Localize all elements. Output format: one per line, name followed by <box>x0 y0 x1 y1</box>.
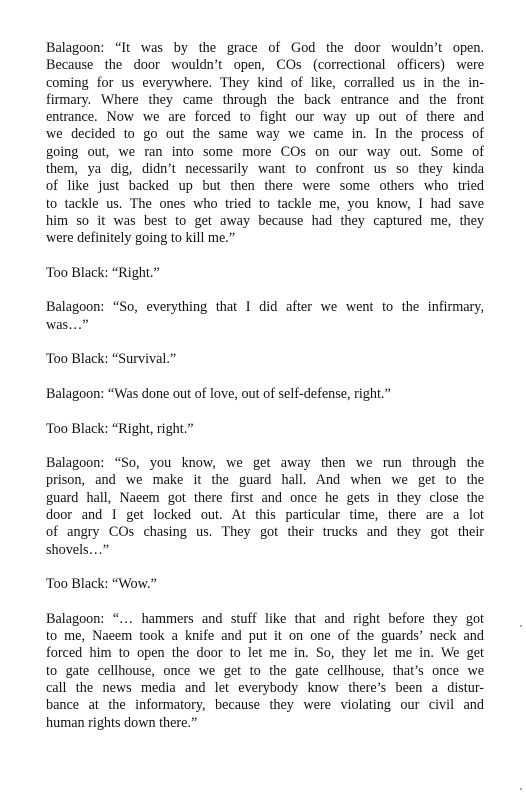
transcript-paragraph <box>46 351 484 368</box>
transcript-paragraph <box>46 265 484 282</box>
text-line: firmary. Where they came through the back entrance and the front <box>46 91 484 108</box>
transcript-paragraph <box>46 611 484 732</box>
text-line: Too Black: “Survival.” <box>46 351 177 368</box>
text-line: coming for us everywhere. They kind of like, corralled us in the in- <box>46 74 484 91</box>
text-line: Balagoon: “It was by the grace of God the door wouldn’t open. <box>46 40 484 56</box>
text-line: door and I get locked out. At this particular time, there are a lot <box>46 507 484 524</box>
text-line: to tackle us. The ones who tried to tackle me, you know, I had save <box>46 195 484 212</box>
text-line: Too Black: “Right.” <box>46 264 160 281</box>
transcript-paragraph <box>46 40 484 248</box>
text-line: to gate cellhouse, once we get to the gate cellhouse, that’s once we <box>46 662 484 679</box>
text-line: guard hall, Naeem got there first and once he gets in they close the <box>46 489 484 506</box>
text-line: Balagoon: “So, you know, we get away then we run through the <box>46 455 484 472</box>
text-line: Balagoon: “So, everything that I did after we went to the infirmary, <box>46 299 484 316</box>
text-line: to me, Naeem took a knife and put it on one of the guards’ neck and <box>46 628 484 645</box>
text-line: Too Black: “Wow.” <box>46 576 157 593</box>
text-line: Too Black: “Right, right.” <box>46 420 194 437</box>
text-line: we decided to go out the same way we came in. In the process of <box>46 126 484 143</box>
transcript-paragraph <box>46 421 484 438</box>
text-line: Balagoon: “Was done out of love, out of self-defense, right.” <box>46 385 391 402</box>
text-line: him so it was best to get away because had they captured me, they <box>46 212 484 229</box>
text-line: of angry COs chasing us. They got their trucks and they got their <box>46 524 484 541</box>
transcript-paragraph <box>46 299 484 334</box>
text-line: of like just backed up but then there were some others who tried <box>46 178 484 195</box>
text-line: going out, we ran into some more COs on our way out. Some of <box>46 143 484 160</box>
text-line: human rights down there.” <box>46 714 198 731</box>
text-line: Balagoon: “… hammers and stuff like that and right before they got <box>46 610 484 627</box>
transcript-paragraph <box>46 576 484 593</box>
transcript-paragraph <box>46 455 484 559</box>
text-line: them, ya dig, didn’t necessarily want to confront us so they kinda <box>46 161 484 178</box>
text-line: was…” <box>46 316 89 333</box>
text-line: shovels…” <box>46 541 110 558</box>
text-line: forced him to open the door to let me in. So, they let me in. We get <box>46 645 484 662</box>
transcript-paragraph <box>46 386 484 403</box>
interview-transcript <box>46 40 484 749</box>
scan-speck <box>520 788 522 790</box>
text-line: entrance. Now we are forced to fight our way up out of there and <box>46 109 484 126</box>
text-line: prison, and we make it the guard hall. And when we get to the <box>46 472 484 489</box>
scan-speck <box>520 625 522 627</box>
text-line: call the news media and let everybody know there’s been a distur- <box>46 679 484 696</box>
text-line: bance at the informatory, because they were violating our civil and <box>46 697 484 714</box>
text-line: Because the door wouldn’t open, COs (correctional officers) were <box>46 57 484 74</box>
text-line: were definitely going to kill me.” <box>46 230 236 247</box>
